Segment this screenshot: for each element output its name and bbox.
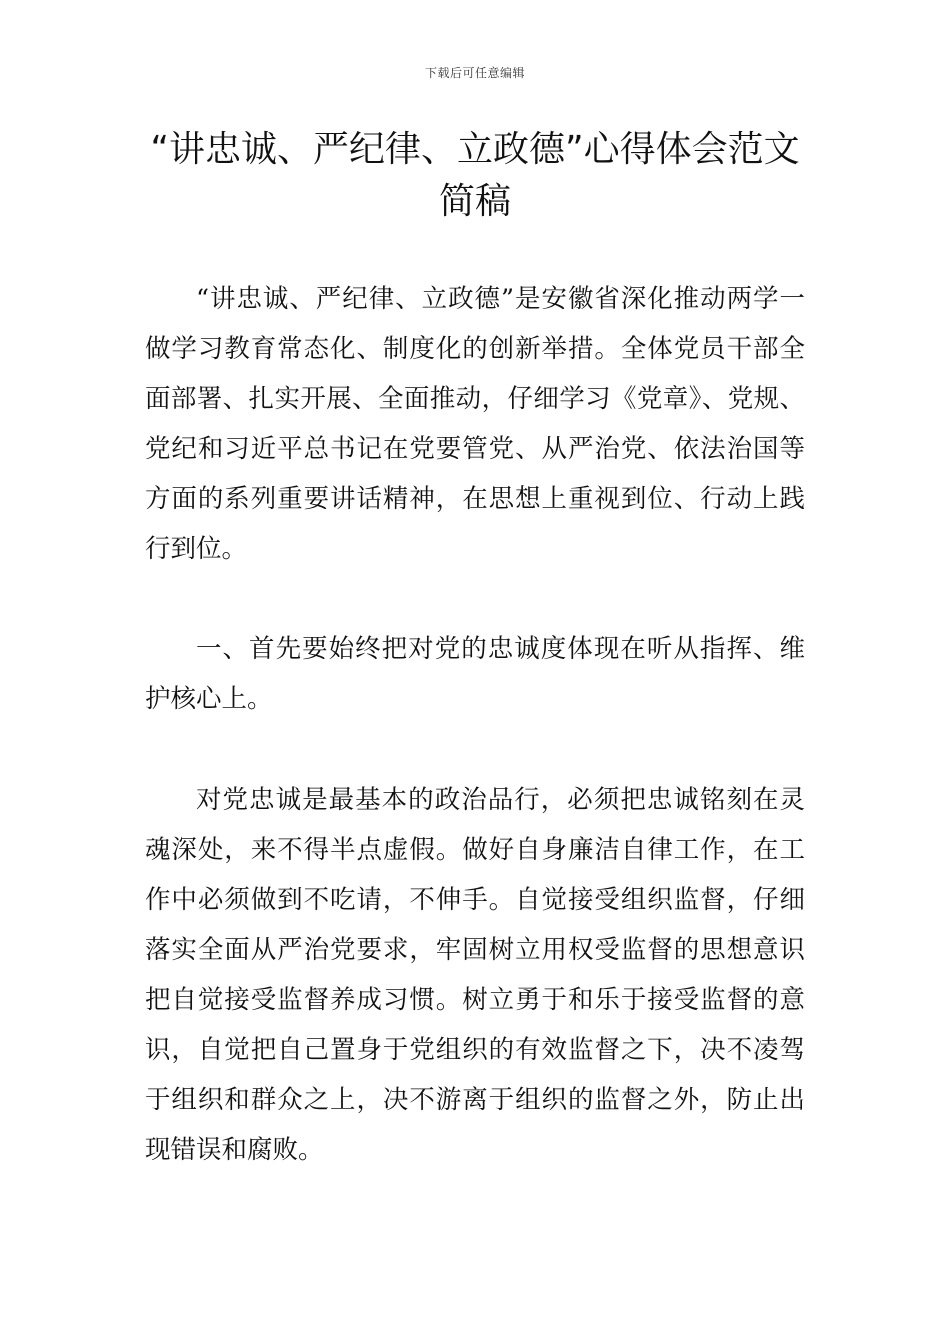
header-note: 下载后可任意编辑 (424, 66, 525, 80)
body-paragraph: 对党忠诚是最基本的政治品行，必须把忠诚铭刻在灵魂深处，来不得半点虚假。做好自身廉洁自律工作，在工作中必须做到不吃请，不伸手。自觉接受组织监督，仔细落实全面从严治党要求，牢固树立用权受监督的思想意识把自觉接受监督养成习惯。树立勇于和乐于接受监督的意识，自觉把自己置身于党组织的有效监督之下，决不凌驾于组织和群众之上，决不游离于组织的监督之外，防止出现错误和腐败。 (145, 785, 805, 1165)
intro-paragraph: “讲忠诚、严纪律、立政德”是安徽省深化推动两学一做学习教育常态化、制度化的创新举措。全体党员干部全面部署、扎实开展、全面推动，仔细学习《党章》、党规、党纪和习近平总书记在党要管党、从严治党、依法治国等方面的系列重要讲话精神，在思想上重视到位、行动上践行到位。 (145, 284, 805, 564)
section-heading: 一、首先要始终把对党的忠诚度体现在听从指挥、维护核心上。 (145, 634, 805, 714)
document-title: “讲忠诚、严纪律、立政德”心得体会范文简稿 (150, 129, 800, 222)
